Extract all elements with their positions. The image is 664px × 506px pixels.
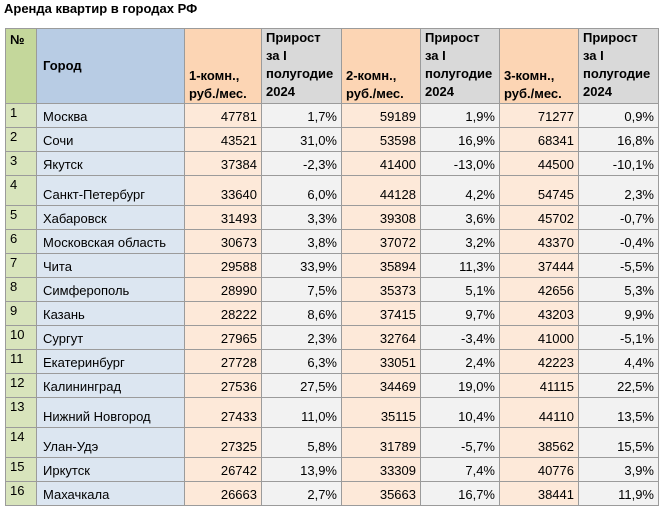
table-row bbox=[6, 482, 659, 506]
growth-2room-cell: 16,7% bbox=[421, 482, 500, 506]
row-number: 9 bbox=[6, 302, 37, 326]
price-1room-cell: 27536 bbox=[185, 374, 262, 398]
growth-3room-cell: 22,5% bbox=[579, 374, 659, 398]
city-cell: Казань bbox=[37, 302, 185, 326]
price-2room-cell: 33051 bbox=[342, 350, 421, 374]
row-number: 8 bbox=[6, 278, 37, 302]
price-3room-cell: 41000 bbox=[500, 326, 579, 350]
growth-3room-cell: 9,9% bbox=[579, 302, 659, 326]
growth-1room-cell: 2,7% bbox=[262, 482, 342, 506]
growth-2room-cell: -3,4% bbox=[421, 326, 500, 350]
price-1room-cell: 33640 bbox=[185, 176, 262, 206]
price-1room-cell: 37384 bbox=[185, 152, 262, 176]
price-2room-cell: 37072 bbox=[342, 230, 421, 254]
city-cell: Якутск bbox=[37, 152, 185, 176]
header-row bbox=[6, 29, 659, 104]
growth-3room-cell: -0,4% bbox=[579, 230, 659, 254]
price-1room-cell: 28222 bbox=[185, 302, 262, 326]
price-3room-cell: 44500 bbox=[500, 152, 579, 176]
price-2room-cell: 41400 bbox=[342, 152, 421, 176]
row-number: 3 bbox=[6, 152, 37, 176]
growth-3room-cell: -5,5% bbox=[579, 254, 659, 278]
growth-3room-cell: 11,9% bbox=[579, 482, 659, 506]
growth-2room-cell: 3,6% bbox=[421, 206, 500, 230]
price-1room-cell: 31493 bbox=[185, 206, 262, 230]
growth-3room-cell: 3,9% bbox=[579, 458, 659, 482]
price-3room-cell: 37444 bbox=[500, 254, 579, 278]
col-header-1room-growth: Прирост за I полугодие 2024 bbox=[262, 29, 342, 104]
price-3room-cell: 68341 bbox=[500, 128, 579, 152]
price-1room-cell: 27433 bbox=[185, 398, 262, 428]
price-3room-cell: 71277 bbox=[500, 104, 579, 128]
growth-2room-cell: -13,0% bbox=[421, 152, 500, 176]
row-number: 14 bbox=[6, 428, 37, 458]
growth-3room-cell: 0,9% bbox=[579, 104, 659, 128]
table-row bbox=[6, 128, 659, 152]
growth-2room-cell: -5,7% bbox=[421, 428, 500, 458]
growth-2room-cell: 5,1% bbox=[421, 278, 500, 302]
city-cell: Московская область bbox=[37, 230, 185, 254]
price-3room-cell: 40776 bbox=[500, 458, 579, 482]
growth-1room-cell: -2,3% bbox=[262, 152, 342, 176]
col-header-city: Город bbox=[37, 29, 185, 104]
row-number: 4 bbox=[6, 176, 37, 206]
col-header-1room-price: 1-комн., руб./мес. bbox=[185, 29, 262, 104]
city-cell: Сочи bbox=[37, 128, 185, 152]
growth-1room-cell: 33,9% bbox=[262, 254, 342, 278]
price-3room-cell: 41115 bbox=[500, 374, 579, 398]
price-3room-cell: 38562 bbox=[500, 428, 579, 458]
price-2room-cell: 35373 bbox=[342, 278, 421, 302]
growth-3room-cell: 15,5% bbox=[579, 428, 659, 458]
row-number: 11 bbox=[6, 350, 37, 374]
table-row bbox=[6, 104, 659, 128]
table-row bbox=[6, 206, 659, 230]
growth-1room-cell: 3,8% bbox=[262, 230, 342, 254]
table-row bbox=[6, 326, 659, 350]
row-number: 15 bbox=[6, 458, 37, 482]
city-cell: Махачкала bbox=[37, 482, 185, 506]
price-3room-cell: 38441 bbox=[500, 482, 579, 506]
growth-1room-cell: 6,0% bbox=[262, 176, 342, 206]
col-header-3room-growth: Прирост за I полугодие 2024 bbox=[579, 29, 659, 104]
growth-1room-cell: 7,5% bbox=[262, 278, 342, 302]
table-row bbox=[6, 176, 659, 206]
growth-1room-cell: 31,0% bbox=[262, 128, 342, 152]
price-2room-cell: 34469 bbox=[342, 374, 421, 398]
price-1room-cell: 30673 bbox=[185, 230, 262, 254]
table-row bbox=[6, 254, 659, 278]
growth-2room-cell: 1,9% bbox=[421, 104, 500, 128]
price-3room-cell: 42223 bbox=[500, 350, 579, 374]
growth-1room-cell: 8,6% bbox=[262, 302, 342, 326]
price-3room-cell: 44110 bbox=[500, 398, 579, 428]
price-3room-cell: 45702 bbox=[500, 206, 579, 230]
price-1room-cell: 47781 bbox=[185, 104, 262, 128]
city-cell: Чита bbox=[37, 254, 185, 278]
growth-2room-cell: 4,2% bbox=[421, 176, 500, 206]
city-cell: Симферополь bbox=[37, 278, 185, 302]
growth-2room-cell: 2,4% bbox=[421, 350, 500, 374]
price-3room-cell: 54745 bbox=[500, 176, 579, 206]
city-cell: Улан-Удэ bbox=[37, 428, 185, 458]
growth-1room-cell: 2,3% bbox=[262, 326, 342, 350]
price-2room-cell: 35663 bbox=[342, 482, 421, 506]
growth-2room-cell: 16,9% bbox=[421, 128, 500, 152]
col-header-2room-growth: Прирост за I полугодие 2024 bbox=[421, 29, 500, 104]
price-2room-cell: 32764 bbox=[342, 326, 421, 350]
page-title: Аренда квартир в городах РФ bbox=[4, 1, 198, 16]
row-number: 12 bbox=[6, 374, 37, 398]
row-number: 1 bbox=[6, 104, 37, 128]
price-3room-cell: 43203 bbox=[500, 302, 579, 326]
price-3room-cell: 43370 bbox=[500, 230, 579, 254]
table-row bbox=[6, 428, 659, 458]
growth-1room-cell: 3,3% bbox=[262, 206, 342, 230]
price-2room-cell: 44128 bbox=[342, 176, 421, 206]
growth-2room-cell: 7,4% bbox=[421, 458, 500, 482]
row-number: 13 bbox=[6, 398, 37, 428]
table-row bbox=[6, 230, 659, 254]
col-header-num: № bbox=[6, 29, 37, 104]
price-1room-cell: 27325 bbox=[185, 428, 262, 458]
growth-3room-cell: -5,1% bbox=[579, 326, 659, 350]
city-cell: Екатеринбург bbox=[37, 350, 185, 374]
growth-2room-cell: 3,2% bbox=[421, 230, 500, 254]
table-row bbox=[6, 398, 659, 428]
price-1room-cell: 28990 bbox=[185, 278, 262, 302]
growth-3room-cell: 16,8% bbox=[579, 128, 659, 152]
price-1room-cell: 27965 bbox=[185, 326, 262, 350]
city-cell: Санкт-Петербург bbox=[37, 176, 185, 206]
growth-2room-cell: 19,0% bbox=[421, 374, 500, 398]
price-1room-cell: 29588 bbox=[185, 254, 262, 278]
price-1room-cell: 27728 bbox=[185, 350, 262, 374]
city-cell: Иркутск bbox=[37, 458, 185, 482]
growth-1room-cell: 5,8% bbox=[262, 428, 342, 458]
price-1room-cell: 26663 bbox=[185, 482, 262, 506]
price-2room-cell: 31789 bbox=[342, 428, 421, 458]
table-row bbox=[6, 374, 659, 398]
growth-3room-cell: 2,3% bbox=[579, 176, 659, 206]
growth-2room-cell: 11,3% bbox=[421, 254, 500, 278]
price-2room-cell: 39308 bbox=[342, 206, 421, 230]
table-row bbox=[6, 350, 659, 374]
rent-table bbox=[5, 28, 659, 506]
row-number: 16 bbox=[6, 482, 37, 506]
table-row bbox=[6, 458, 659, 482]
price-2room-cell: 53598 bbox=[342, 128, 421, 152]
row-number: 7 bbox=[6, 254, 37, 278]
price-2room-cell: 59189 bbox=[342, 104, 421, 128]
price-1room-cell: 26742 bbox=[185, 458, 262, 482]
city-cell: Нижний Новгород bbox=[37, 398, 185, 428]
price-2room-cell: 35894 bbox=[342, 254, 421, 278]
growth-1room-cell: 27,5% bbox=[262, 374, 342, 398]
table-row bbox=[6, 152, 659, 176]
city-cell: Калининград bbox=[37, 374, 185, 398]
price-2room-cell: 35115 bbox=[342, 398, 421, 428]
growth-3room-cell: 4,4% bbox=[579, 350, 659, 374]
growth-1room-cell: 6,3% bbox=[262, 350, 342, 374]
row-number: 6 bbox=[6, 230, 37, 254]
col-header-2room-price: 2-комн., руб./мес. bbox=[342, 29, 421, 104]
price-2room-cell: 33309 bbox=[342, 458, 421, 482]
row-number: 10 bbox=[6, 326, 37, 350]
price-1room-cell: 43521 bbox=[185, 128, 262, 152]
city-cell: Москва bbox=[37, 104, 185, 128]
col-header-3room-price: 3-комн., руб./мес. bbox=[500, 29, 579, 104]
growth-3room-cell: 13,5% bbox=[579, 398, 659, 428]
row-number: 2 bbox=[6, 128, 37, 152]
growth-3room-cell: -0,7% bbox=[579, 206, 659, 230]
price-3room-cell: 42656 bbox=[500, 278, 579, 302]
growth-1room-cell: 1,7% bbox=[262, 104, 342, 128]
growth-1room-cell: 11,0% bbox=[262, 398, 342, 428]
row-number: 5 bbox=[6, 206, 37, 230]
growth-3room-cell: 5,3% bbox=[579, 278, 659, 302]
growth-1room-cell: 13,9% bbox=[262, 458, 342, 482]
table-row bbox=[6, 278, 659, 302]
growth-2room-cell: 10,4% bbox=[421, 398, 500, 428]
growth-3room-cell: -10,1% bbox=[579, 152, 659, 176]
growth-2room-cell: 9,7% bbox=[421, 302, 500, 326]
price-2room-cell: 37415 bbox=[342, 302, 421, 326]
city-cell: Сургут bbox=[37, 326, 185, 350]
city-cell: Хабаровск bbox=[37, 206, 185, 230]
table-row bbox=[6, 302, 659, 326]
